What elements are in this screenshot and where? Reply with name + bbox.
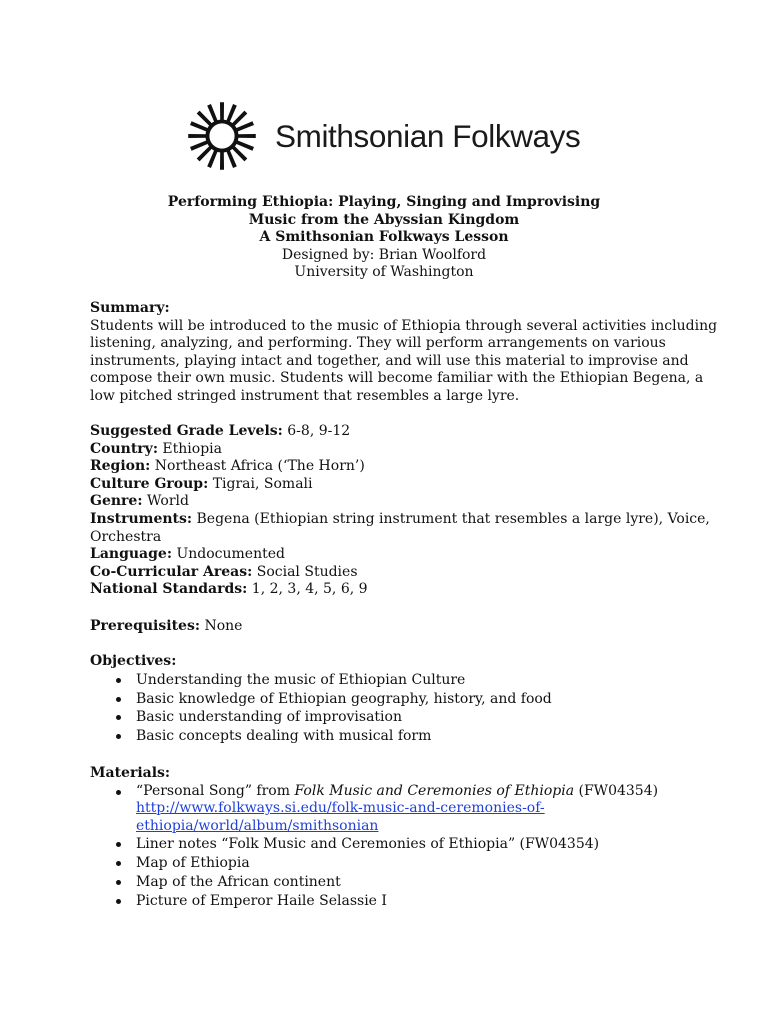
summary-line: instruments, playing intact and together, and will use this material to improvise and xyxy=(90,352,689,369)
material-prefix: “Personal Song” from xyxy=(136,782,295,799)
prerequisites-label: Prerequisites: xyxy=(90,618,201,634)
field-language xyxy=(90,546,690,564)
material-suffix: (FW04354) xyxy=(574,782,659,799)
list-item: Map of Ethiopia xyxy=(90,854,690,873)
field-value: 1, 2, 3, 4, 5, 6, 9 xyxy=(247,581,368,598)
list-item: Basic understanding of improvisation xyxy=(90,708,690,727)
field-value: World xyxy=(142,493,189,510)
summary-line: compose their own music. Students will become familiar with the Ethiopian Begena, a xyxy=(90,370,704,387)
field-value: Ethiopia xyxy=(157,440,222,457)
logo-text: Smithsonian Folkways xyxy=(275,117,581,154)
field-country xyxy=(90,441,690,459)
field-region xyxy=(90,458,690,476)
list-item: Picture of Emperor Haile Selassie I xyxy=(90,892,690,911)
field-value: 6-8, 9-12 xyxy=(282,423,351,439)
field-grade-levels xyxy=(90,423,690,441)
summary-line: listening, analyzing, and performing. They will perform arrangements on various xyxy=(90,335,666,352)
materials-section xyxy=(90,765,690,911)
field-label: Instruments: xyxy=(90,510,193,527)
prerequisites-value: None xyxy=(200,618,243,634)
objectives-section xyxy=(90,653,690,746)
field-culture-group xyxy=(90,476,690,494)
list-item: Basic knowledge of Ethiopian geography, history, and food xyxy=(90,690,690,709)
summary-line: low pitched stringed instrument that resembles a large lyre. xyxy=(90,387,520,404)
summary-section xyxy=(90,300,718,406)
lesson-title-line-1: Performing Ethiopia: Playing, Singing and Improvising xyxy=(167,194,601,210)
objectives-heading: Objectives: xyxy=(90,653,177,669)
field-instruments-continued xyxy=(90,529,690,547)
list-item: Map of the African continent xyxy=(90,873,690,892)
album-title: Folk Music and Ceremonies of Ethiopia xyxy=(294,782,575,799)
list-item xyxy=(90,783,690,836)
field-label: Co-Curricular Areas: xyxy=(90,563,253,580)
list-item: Understanding the music of Ethiopian Culture xyxy=(90,671,690,690)
materials-list xyxy=(90,783,690,911)
lesson-title-line-2: Music from the Abyssian Kingdom xyxy=(248,211,520,228)
field-label: Culture Group: xyxy=(90,475,209,492)
field-co-curricular-areas xyxy=(90,564,690,582)
field-value: Northeast Africa (‘The Horn’) xyxy=(150,458,365,475)
field-national-standards xyxy=(90,581,690,599)
summary-line: Students will be introduced to the music of Ethiopia through several activities including xyxy=(90,317,718,334)
field-label: Suggested Grade Levels: xyxy=(90,423,283,439)
materials-heading: Materials: xyxy=(90,765,171,781)
field-value: Social Studies xyxy=(252,563,358,580)
list-item: Liner notes “Folk Music and Ceremonies of Ethiopia” (FW04354) xyxy=(90,835,690,854)
title-block xyxy=(0,194,768,282)
album-link-line-1[interactable]: http://www.folkways.si.edu/folk-music-and-ceremonies-of- xyxy=(136,800,545,817)
field-genre xyxy=(90,493,690,511)
objectives-list xyxy=(90,671,690,747)
field-value: Begena (Ethiopian string instrument that resembles a large lyre), Voice, xyxy=(192,510,710,527)
smithsonian-folkways-logo xyxy=(186,100,580,172)
sun-icon xyxy=(186,100,258,172)
field-instruments xyxy=(90,510,710,529)
field-value: Orchestra xyxy=(90,528,162,545)
university-name: University of Washington xyxy=(294,264,474,281)
lesson-subtitle: A Smithsonian Folkways Lesson xyxy=(259,229,509,246)
field-label: Language: xyxy=(90,546,172,563)
field-label: Region: xyxy=(90,458,151,475)
list-item: Basic concepts dealing with musical form xyxy=(90,727,690,746)
album-link-line-2[interactable]: ethiopia/world/album/smithsonian xyxy=(136,817,379,834)
prerequisites-section xyxy=(90,618,690,636)
summary-heading: Summary: xyxy=(90,300,170,316)
field-value: Undocumented xyxy=(172,546,285,563)
field-label: Genre: xyxy=(90,493,143,510)
lesson-details xyxy=(90,423,710,599)
designer-credit: Designed by: Brian Woolford xyxy=(281,246,487,263)
field-label: Country: xyxy=(90,440,158,457)
prerequisites-line xyxy=(90,618,690,636)
field-label: National Standards: xyxy=(90,581,248,598)
field-value: Tigrai, Somali xyxy=(208,475,313,492)
